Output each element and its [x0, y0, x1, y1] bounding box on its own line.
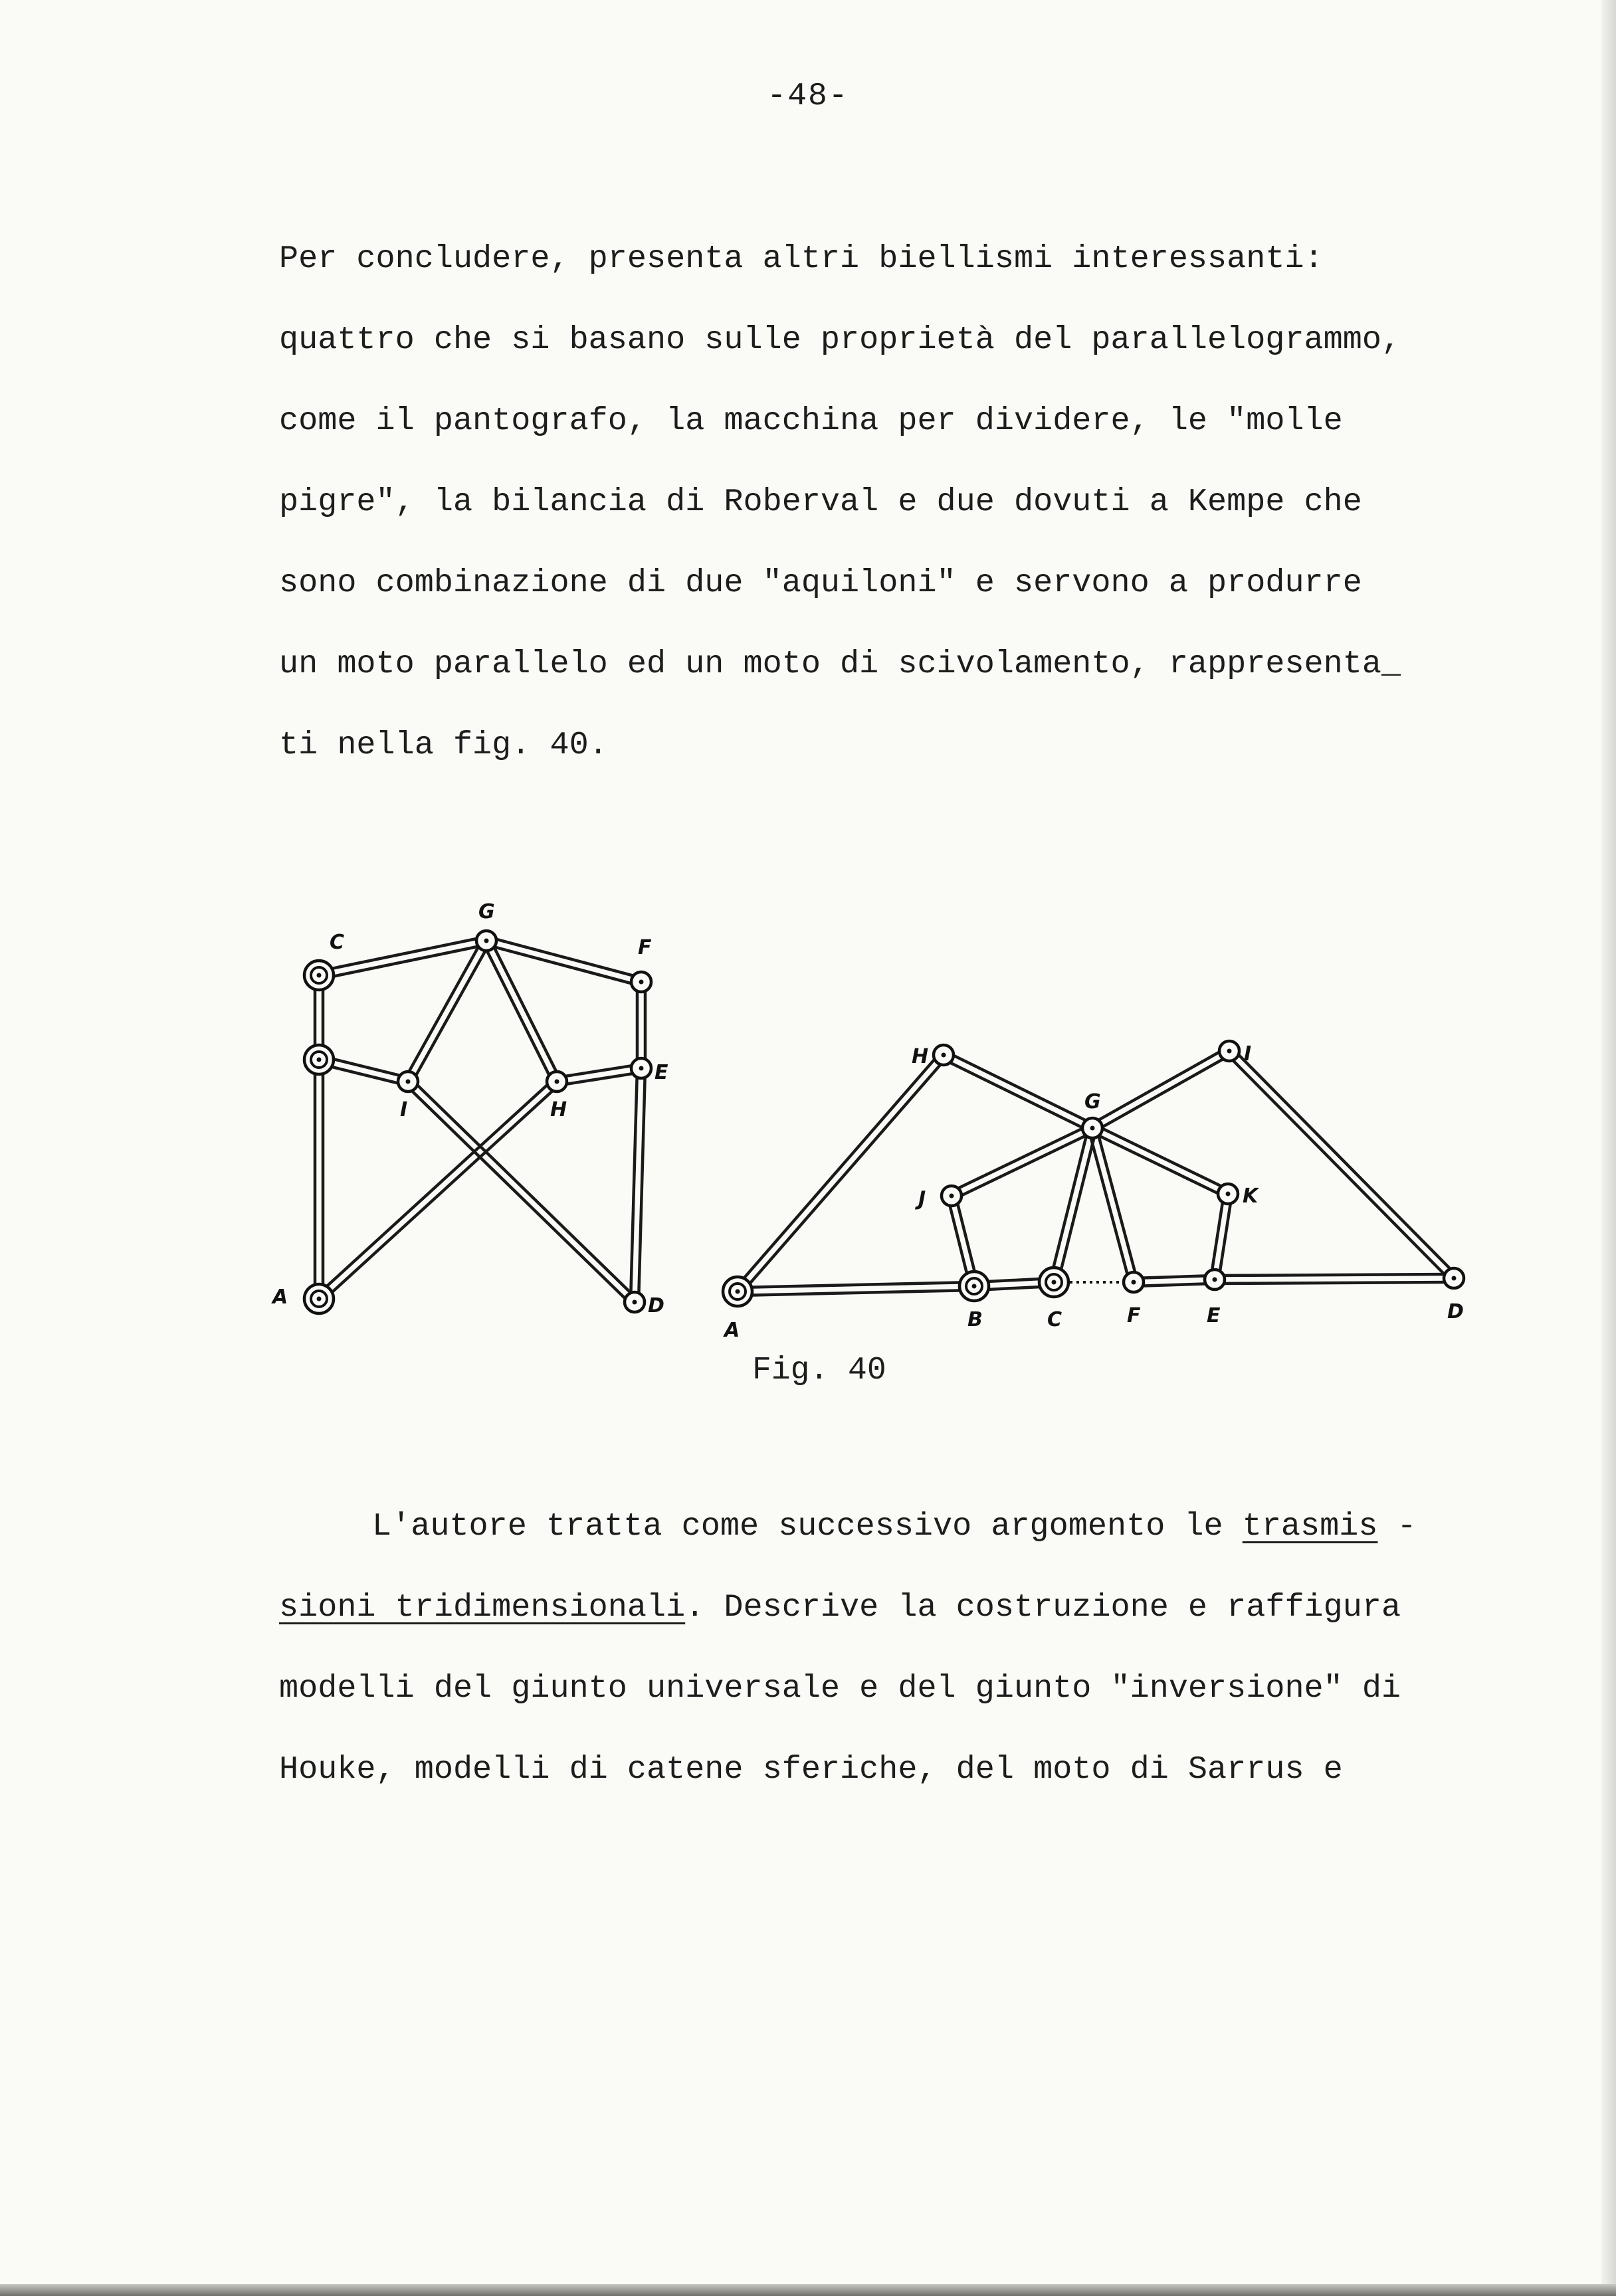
pivot-dot: [639, 980, 644, 985]
paragraph-1-line: un moto parallelo ed un moto di scivolamento, rappresenta_: [279, 646, 1401, 682]
pivot-dot: [1132, 1280, 1136, 1285]
linkage-bar: [1227, 1054, 1451, 1281]
linkage-bar: [411, 943, 490, 1084]
linkage-bar: [1134, 1284, 1215, 1286]
pivot-dot: [942, 1053, 946, 1058]
pivot-dot: [950, 1194, 954, 1198]
pivot-dot: [555, 1080, 559, 1084]
point-label: H: [912, 1045, 929, 1068]
paragraph-2-line-4: Houke, modelli di catene sferiche, del moto di Sarrus e: [279, 1751, 1343, 1788]
point-label: I: [400, 1098, 408, 1121]
pivot-dot: [1090, 1126, 1095, 1131]
point-label: D: [648, 1294, 664, 1317]
linkage-bar: [738, 1282, 974, 1288]
point-label: I: [1244, 1042, 1252, 1066]
linkage-bar: [1232, 1048, 1457, 1276]
pivot-dot: [639, 1066, 644, 1071]
linkage-bar: [741, 1058, 947, 1294]
pivot-dot: [736, 1290, 740, 1294]
point-label: K: [1243, 1185, 1259, 1208]
linkage-bar: [483, 943, 554, 1084]
linkage-bar: [1094, 1054, 1231, 1131]
paragraph-2-line-2: [279, 1589, 1401, 1626]
point-label: D: [1447, 1300, 1464, 1323]
linkage-bar: [488, 937, 643, 978]
linkage-bar: [1134, 1276, 1215, 1278]
linkage-bar: [1090, 1048, 1227, 1125]
pivot-dot: [1226, 1192, 1231, 1196]
paragraph-1-line: come il pantografo, la macchina per dividere, le "molle: [279, 403, 1343, 439]
pivot-dot: [317, 1297, 322, 1301]
point-label: B: [967, 1308, 983, 1331]
linkage-bar: [942, 1058, 1090, 1131]
linkage-bar: [485, 945, 640, 986]
paragraph-1-line: pigre", la bilancia di Roberval e due dovuti a Kempe che: [279, 484, 1362, 520]
paragraph-2-line-1: [372, 1508, 1417, 1545]
pivot-dot: [1052, 1280, 1057, 1285]
pivot-dot: [1227, 1049, 1232, 1054]
pivot-dot: [1452, 1276, 1457, 1281]
pivot-dot: [633, 1300, 637, 1305]
linkage-bar: [490, 939, 560, 1080]
point-label: J: [918, 1187, 926, 1210]
point-label: A: [272, 1286, 288, 1309]
paragraph-1-line: quattro che si basano sulle proprietà del parallelogrammo,: [279, 322, 1401, 358]
point-label: C: [330, 931, 345, 954]
point-label: F: [638, 936, 652, 959]
pivot-dot: [406, 1080, 411, 1084]
point-label: F: [1127, 1304, 1141, 1327]
linkage-bar: [631, 1068, 637, 1302]
paragraph-1-line: Per concludere, presenta altri biellismi interessanti:: [279, 240, 1324, 277]
linkage-bar: [946, 1052, 1094, 1125]
point-label: H: [550, 1098, 567, 1121]
paragraph-1-line: ti nella fig. 40.: [279, 727, 608, 763]
point-label: E: [655, 1061, 668, 1084]
linkage-bar: [1058, 1129, 1096, 1283]
linkage-joints: [304, 931, 1464, 1313]
paragraph-2-text: L'autore tratta come successivo argomento le: [372, 1508, 1243, 1545]
paragraph-1-line: sono combinazione di due "aquiloni" e servono a produrre: [279, 565, 1362, 601]
pivot-dot: [972, 1284, 977, 1289]
point-label: G: [478, 900, 495, 923]
linkage-bar: [950, 1125, 1090, 1193]
figure-caption: Fig. 40: [752, 1353, 886, 1388]
pivot-dot: [317, 973, 322, 978]
page-number: -48-: [767, 78, 849, 114]
linkage-bar: [316, 1079, 554, 1296]
linkage-bar: [1088, 1129, 1130, 1284]
linkage-bar: [738, 1290, 974, 1295]
point-label: E: [1207, 1304, 1221, 1327]
linkage-bar: [639, 1068, 645, 1302]
linkage-bar: [1094, 1125, 1230, 1191]
linkage-bar: [1215, 1282, 1454, 1284]
page-bottom-edge: [0, 2284, 1616, 2296]
linkage-bar: [734, 1052, 940, 1289]
point-label: C: [1047, 1308, 1062, 1331]
paragraph-2-line-3: modelli del giunto universale e del giunto "inversione" di: [279, 1670, 1401, 1707]
point-label: G: [1084, 1090, 1101, 1113]
hyphen: -: [1377, 1508, 1417, 1545]
pivot-dot: [1213, 1278, 1217, 1282]
point-label: A: [724, 1319, 740, 1342]
linkage-bar: [1215, 1274, 1454, 1276]
pivot-dot: [484, 939, 489, 943]
pivot-dot: [317, 1058, 322, 1062]
underlined-term: sioni tridimensionali: [279, 1589, 686, 1626]
linkage-bars: [315, 937, 1457, 1305]
paragraph-2: [279, 1508, 1417, 1788]
underlined-term: trasmis: [1242, 1508, 1378, 1545]
paragraph-2-text: . Descrive la costruzione e raffigura: [685, 1589, 1401, 1626]
